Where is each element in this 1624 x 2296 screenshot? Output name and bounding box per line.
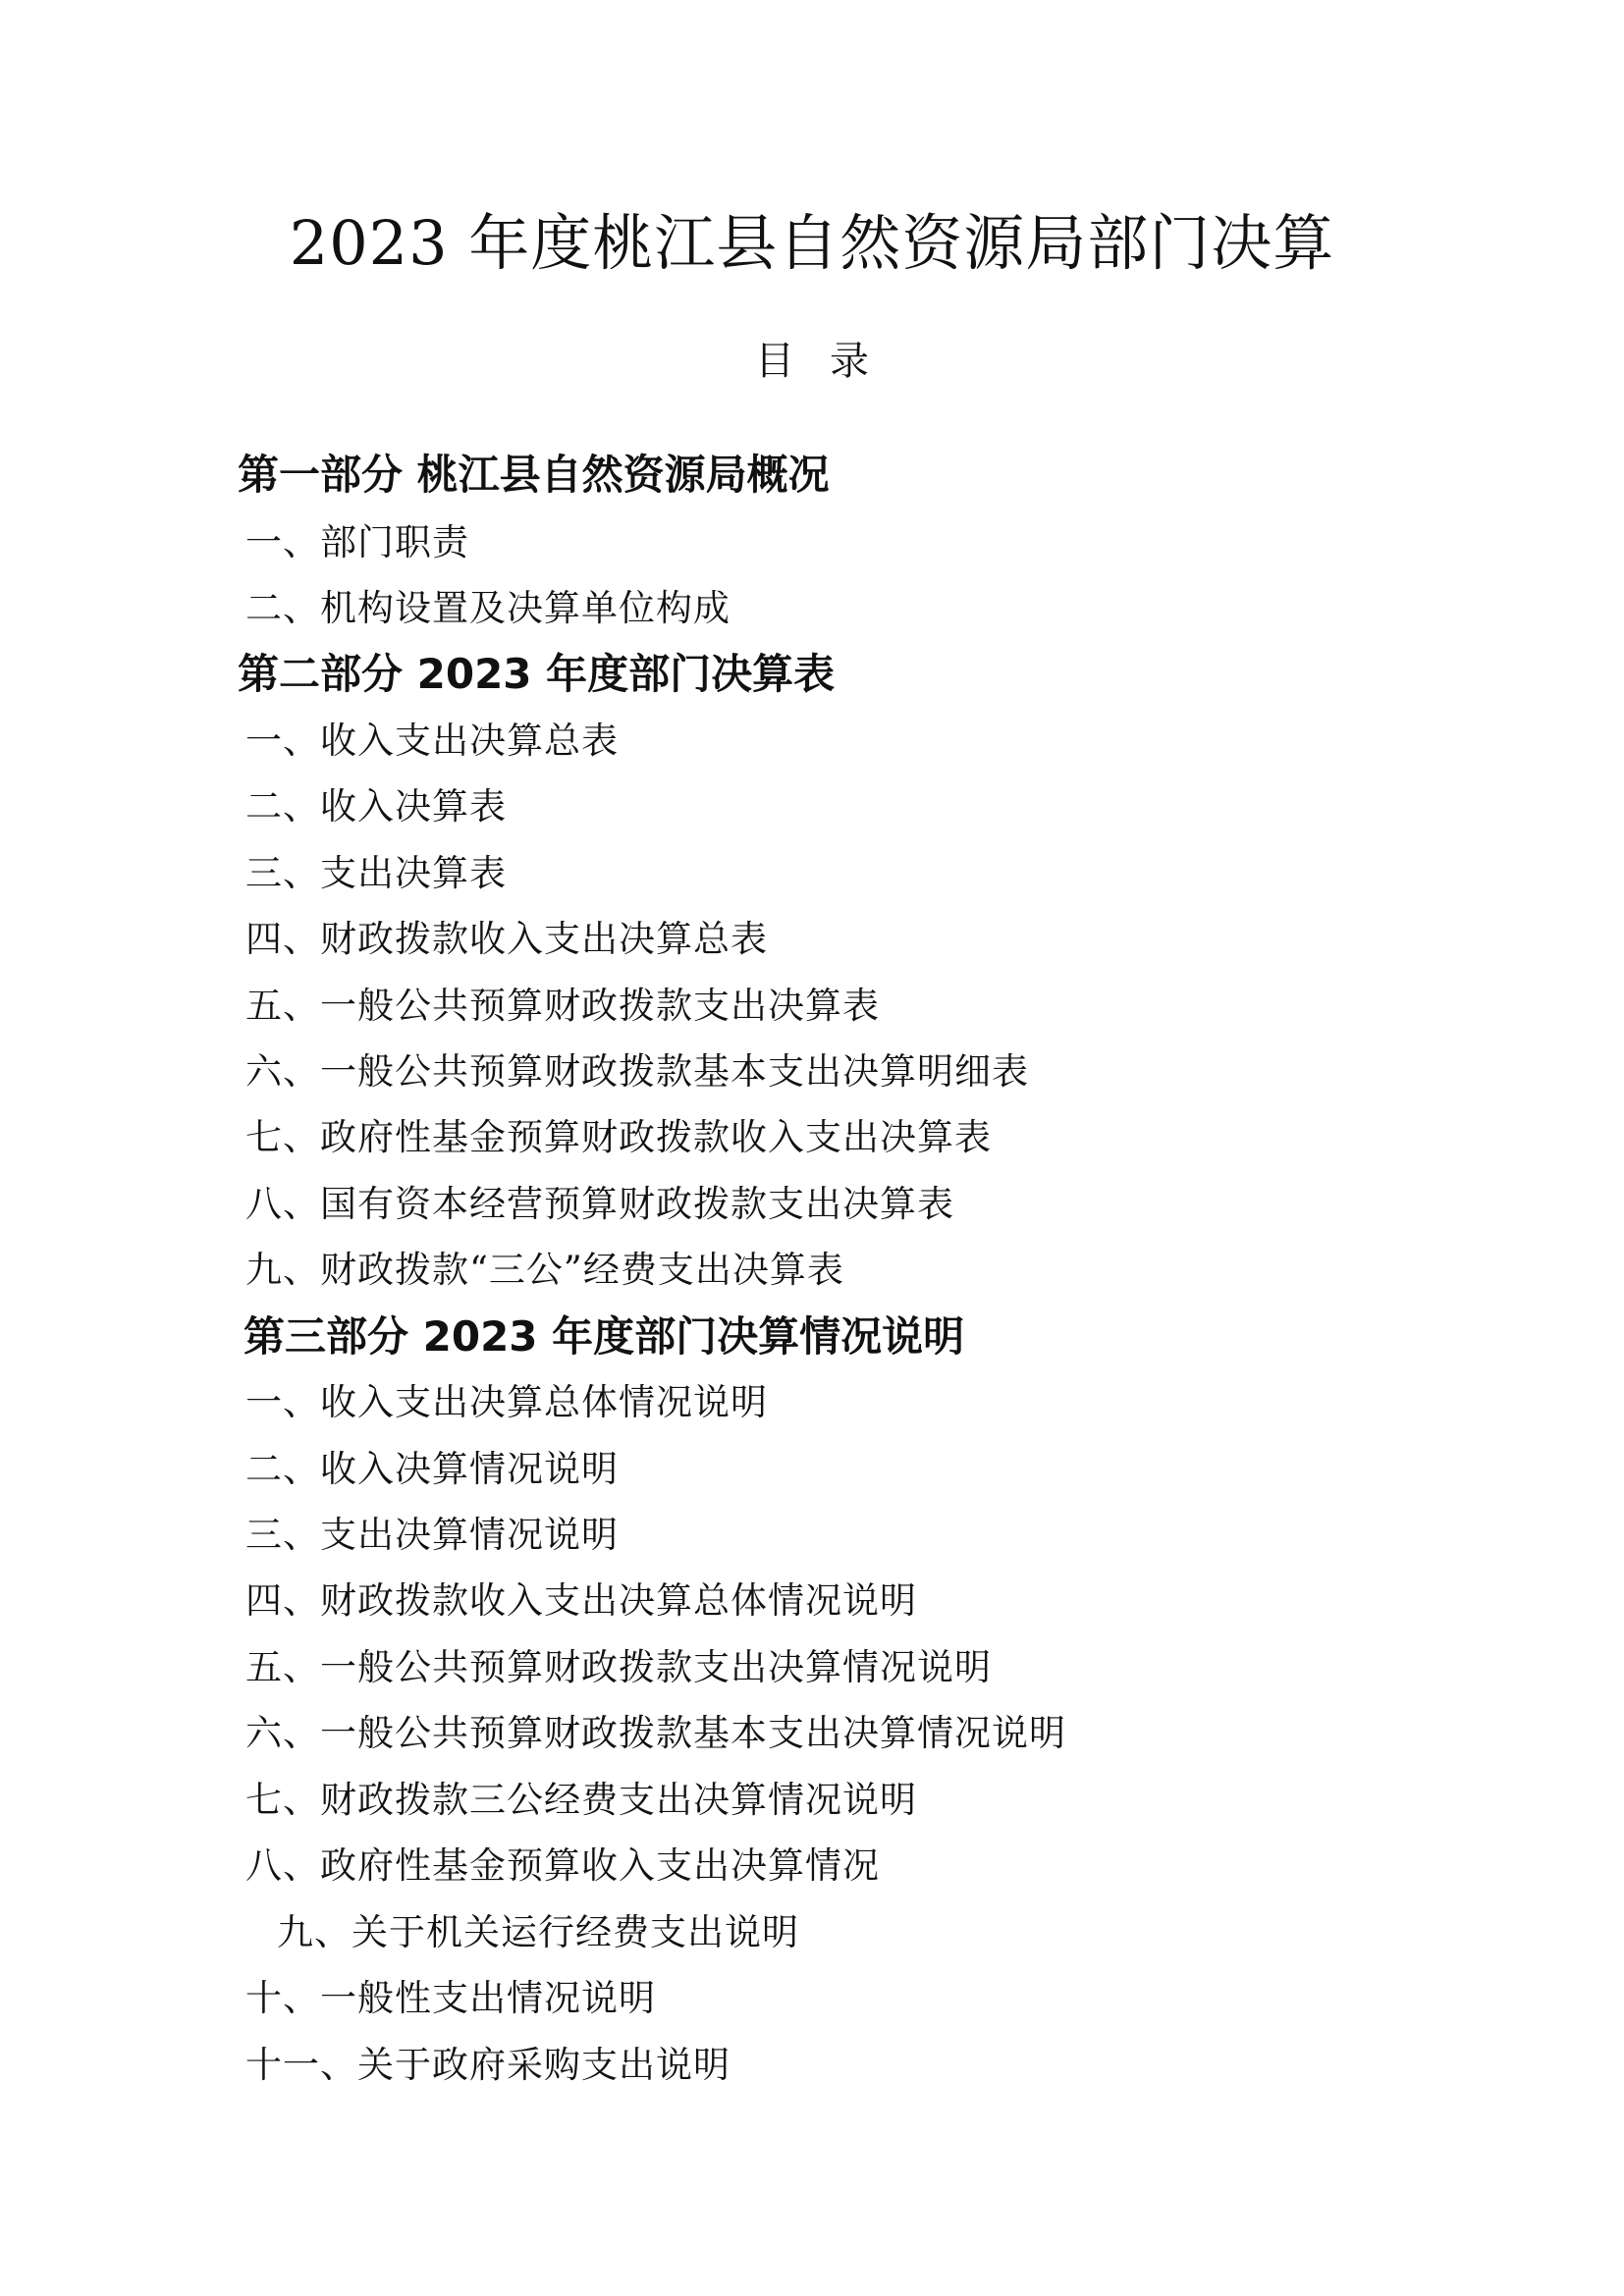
toc-item: 二、收入决算情况说明: [245, 1448, 619, 1490]
toc-item: 五、一般公共预算财政拨款支出决算情况说明: [245, 1646, 992, 1688]
toc-part-1-title: 第一部分 桃江县自然资源局概况: [238, 451, 830, 499]
toc-item: 七、政府性基金预算财政拨款收入支出决算表: [245, 1116, 992, 1158]
toc-item: 二、收入决算表: [245, 785, 507, 828]
toc-item: 四、财政拨款收入支出决算总表: [245, 918, 768, 960]
toc-item: 八、国有资本经营预算财政拨款支出决算表: [245, 1183, 954, 1225]
toc-item: 七、财政拨款三公经费支出决算情况说明: [245, 1779, 917, 1821]
toc-heading-right: 录: [830, 339, 869, 384]
toc-item: 十一、关于政府采购支出说明: [245, 2044, 731, 2086]
toc-part-3-title: 第三部分 2023 年度部门决算情况说明: [244, 1312, 965, 1361]
document-title: 2023 年度桃江县自然资源局部门决算: [289, 207, 1335, 279]
toc-item: 三、支出决算表: [245, 852, 507, 894]
toc-item: 三、支出决算情况说明: [245, 1514, 619, 1556]
toc-item: 八、政府性基金预算收入支出决算情况: [245, 1844, 880, 1887]
toc-item: 二、机构设置及决算单位构成: [245, 587, 731, 629]
toc-item: 九、财政拨款“三公”经费支出决算表: [245, 1249, 844, 1291]
toc-item: 一、部门职责: [245, 521, 469, 563]
toc-item: 五、一般公共预算财政拨款支出决算表: [245, 985, 880, 1027]
toc-item: 一、收入支出决算总体情况说明: [245, 1381, 768, 1423]
toc-item: 九、关于机关运行经费支出说明: [277, 1911, 799, 1953]
toc-part-2-title: 第二部分 2023 年度部门决算表: [238, 650, 836, 698]
toc-item: 四、财政拨款收入支出决算总体情况说明: [245, 1579, 917, 1622]
toc-item: 一、收入支出决算总表: [245, 720, 619, 762]
toc-item: 六、一般公共预算财政拨款基本支出决算明细表: [245, 1050, 1029, 1093]
toc-item: 六、一般公共预算财政拨款基本支出决算情况说明: [245, 1712, 1066, 1754]
toc-item: 十、一般性支出情况说明: [245, 1977, 656, 2019]
toc-heading-left: 目: [755, 339, 794, 384]
